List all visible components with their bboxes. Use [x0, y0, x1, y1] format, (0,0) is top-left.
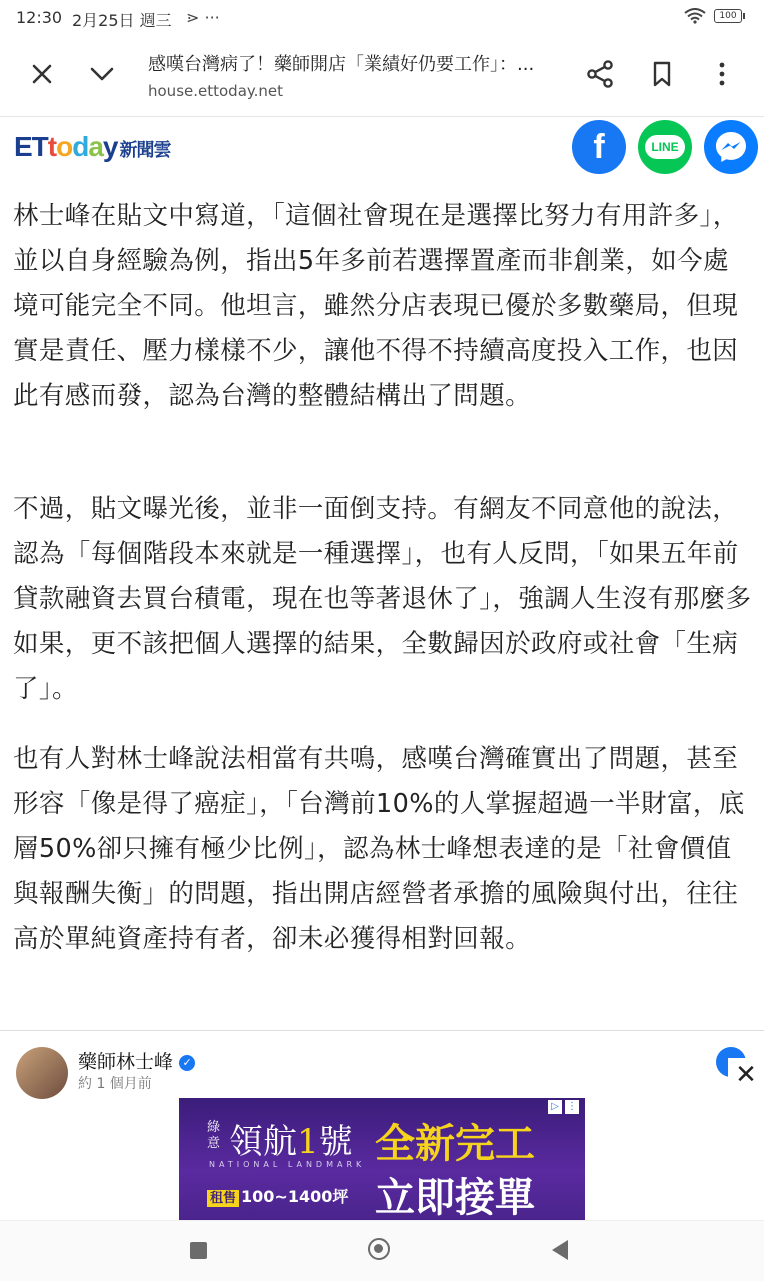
- system-navigation-bar: [0, 1220, 764, 1281]
- logo-a: a: [88, 131, 103, 162]
- ad-brand-number: 1: [297, 1122, 319, 1162]
- verified-icon: ✓: [179, 1055, 195, 1071]
- ad-brand-suffix: 號: [318, 1122, 353, 1162]
- embed-time: 約 1 個月前: [78, 1076, 152, 1092]
- ad-info-icon[interactable]: ⋮: [567, 1101, 577, 1112]
- page-url[interactable]: house.ettoday.net: [148, 82, 284, 100]
- ad-close-button[interactable]: [728, 1058, 764, 1092]
- date: 2月25日 週三: [72, 11, 172, 30]
- messenger-icon: [713, 129, 749, 165]
- ad-brand-subtitle: NATIONAL LANDMARK: [209, 1160, 366, 1169]
- line-icon: LINE: [645, 135, 684, 159]
- ad-brand: [229, 1114, 353, 1163]
- ad-brand-prefix: 綠意: [207, 1120, 221, 1151]
- logo-et: ET: [14, 131, 48, 162]
- ad-size-badge: 租售: [207, 1190, 239, 1207]
- logo-t: t: [47, 131, 57, 162]
- logo-y: y: [102, 131, 118, 162]
- ad-headline: 全新完工: [375, 1121, 535, 1167]
- article-paragraph: 也有人對林士峰說法相當有共鳴，感嘆台灣確實出了問題，甚至形容「像是得了癌症」，「台灣前10%的人掌握超過一半財富，底層50%卻只擁有極少比例」，認為林士峰想表達的是「社會價值與報酬失衡」的問題，指出開店經營者承擔的風險與付出，往往高於單純資產持有者，卻未必獲得相對回報。: [13, 744, 745, 954]
- notification-icons: ⋗ ···: [186, 8, 220, 27]
- bookmark-icon[interactable]: [646, 58, 678, 90]
- embed-author-name: 藥師林士峰: [78, 1051, 174, 1073]
- advertisement-banner[interactable]: [179, 1098, 585, 1220]
- more-options-icon[interactable]: [706, 58, 738, 90]
- ad-size-range: 100~1400坪: [241, 1187, 349, 1206]
- close-icon: ✕: [735, 1060, 757, 1090]
- adchoices-icon[interactable]: ▷: [548, 1100, 562, 1114]
- share-icon[interactable]: [584, 58, 616, 90]
- logo-o: o: [56, 131, 73, 162]
- page-title[interactable]: 感嘆台灣病了！藥師開店「業績好仍要工作」：...: [148, 54, 535, 75]
- back-button[interactable]: [552, 1240, 568, 1260]
- embed-author[interactable]: [78, 1047, 195, 1074]
- close-icon[interactable]: [26, 58, 58, 90]
- facebook-share-button[interactable]: [572, 120, 626, 174]
- avatar[interactable]: [16, 1047, 68, 1099]
- article-paragraph: 林士峰在貼文中寫道，「這個社會現在是選擇比努力有用許多」，並以自身經驗為例，指出5年多前若選擇置產而非創業，如今處境可能完全不同。他坦言，雖然分店表現已優於多數藥局，但現實是責任、壓力樣樣不少，讓他不得不持續高度投入工作，也因此有感而發，認為台灣的整體結構出了問題。: [13, 201, 739, 411]
- recent-apps-button[interactable]: [190, 1242, 207, 1259]
- ad-size: [207, 1184, 348, 1207]
- home-button[interactable]: [368, 1238, 390, 1260]
- browser-toolbar: [0, 36, 764, 117]
- battery-icon: 100: [714, 9, 742, 23]
- ad-brand-main: 領航: [229, 1122, 297, 1162]
- ad-cta: 立即接單: [375, 1175, 535, 1220]
- status-right: [684, 8, 742, 24]
- clock: 12:30: [16, 8, 63, 27]
- adchoices[interactable]: [548, 1100, 579, 1114]
- messenger-share-button[interactable]: [704, 120, 758, 174]
- article-paragraph: 不過，貼文曝光後，並非一面倒支持。有網友不同意他的說法，認為「每個階段本來就是一種選擇」，也有人反問，「如果五年前貸款融資去買台積電，現在也等著退休了」，強調人生沒有那麼多如果，更不該把個人選擇的結果，全數歸因於政府或社會「生病了」。: [13, 494, 752, 704]
- chevron-down-icon[interactable]: [86, 58, 118, 90]
- logo-cloud-text: 新聞雲: [119, 140, 171, 161]
- facebook-embed[interactable]: [0, 1030, 764, 1095]
- wifi-icon: [684, 8, 706, 24]
- logo-d: d: [72, 131, 89, 162]
- ettoday-logo[interactable]: [14, 131, 170, 163]
- status-bar: [0, 0, 764, 36]
- line-share-button[interactable]: [638, 120, 692, 174]
- facebook-icon: f: [593, 127, 605, 166]
